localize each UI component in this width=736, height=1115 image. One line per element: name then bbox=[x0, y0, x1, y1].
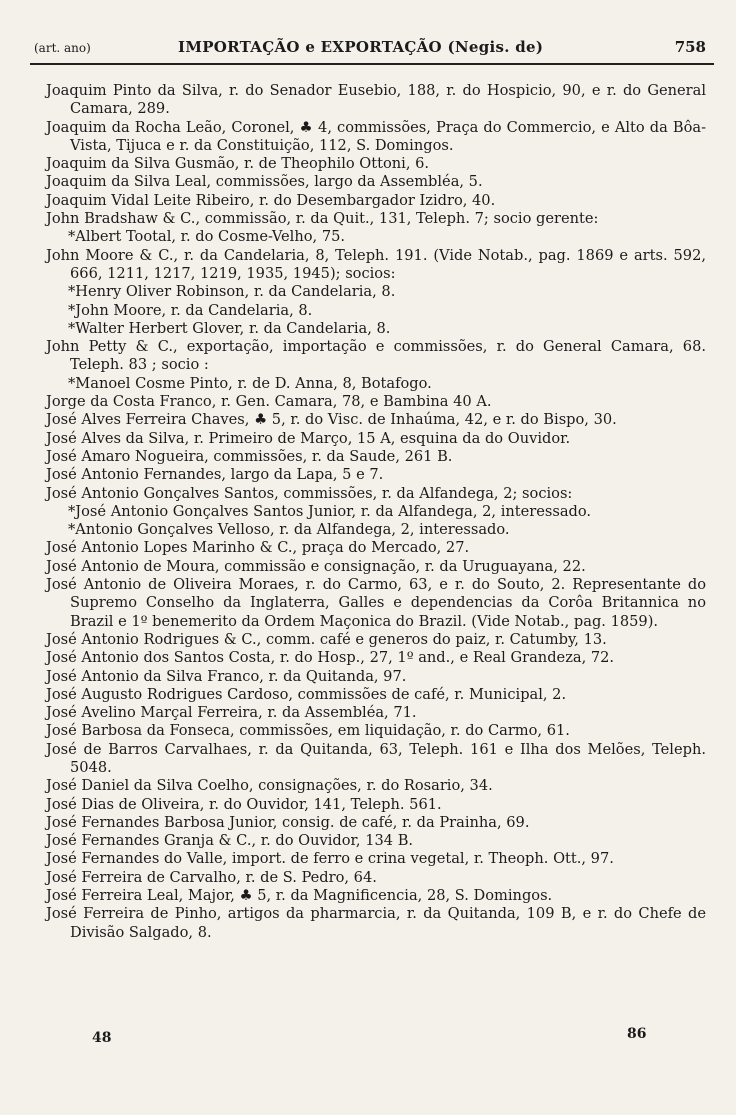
directory-entry: José Ferreira de Pinho, artigos da pharmarcia, r. da Quitanda, 109 B, e r. do Chefe de Divisão Salgado, 8. bbox=[46, 905, 706, 941]
partner-entry: *Henry Oliver Robinson, r. da Candelaria, 8. bbox=[68, 283, 396, 301]
directory-entry: José Dias de Oliveira, r. do Ouvidor, 141, Teleph. 561. bbox=[46, 795, 442, 813]
directory-entry: José Antonio dos Santos Costa, r. do Hosp., 27, 1º and., e Real Grandeza, 72. bbox=[46, 649, 615, 667]
directory-entry: Jorge da Costa Franco, r. Gen. Camara, 78, e Bambina 40 A. bbox=[46, 393, 492, 411]
directory-entry: José Barbosa da Fonseca, commissões, em liquidação, r. do Carmo, 61. bbox=[46, 722, 570, 740]
directory-entry: John Moore & C., r. da Candelaria, 8, Teleph. 191. (Vide Notab., pag. 1869 e arts. 592, 666, 1211, 1217, 1219, 1935, 1945); socios: bbox=[46, 246, 706, 282]
directory-entry: Joaquim da Rocha Leão, Coronel, ♣ 4, commissões, Praça do Commercio, e Alto da Bôa-Vista, Tijuca e r. da Constituição, 112, S. Domingos. bbox=[46, 118, 706, 154]
partner-entry: *Walter Herbert Glover, r. da Candelaria, 8. bbox=[68, 319, 391, 337]
directory-entry: José Alves Ferreira Chaves, ♣ 5, r. do Visc. de Inhaúma, 42, e r. do Bispo, 30. bbox=[46, 411, 617, 429]
directory-entries bbox=[46, 82, 706, 942]
partner-entry: *Manoel Cosme Pinto, r. de D. Anna, 8, Botafogo. bbox=[68, 374, 432, 392]
directory-entry: José Fernandes do Valle, import. de ferro e crina vegetal, r. Theoph. Ott., 97. bbox=[46, 850, 614, 868]
partner-entry: *Albert Tootal, r. do Cosme-Velho, 75. bbox=[68, 228, 346, 246]
directory-entry: Joaquim Pinto da Silva, r. do Senador Eusebio, 188, r. do Hospicio, 90, e r. do General Camara, 289. bbox=[46, 82, 706, 118]
directory-entry: José Amaro Nogueira, commissões, r. da Saude, 261 B. bbox=[46, 447, 453, 465]
directory-entry: Joaquim da Silva Gusmão, r. de Theophilo Ottoni, 6. bbox=[46, 155, 430, 173]
directory-entry: José Antonio da Silva Franco, r. da Quitanda, 97. bbox=[46, 667, 407, 685]
directory-entry: José Ferreira Leal, Major, ♣ 5, r. da Magnificencia, 28, S. Domingos. bbox=[46, 887, 553, 905]
directory-entry: José Antonio de Oliveira Moraes, r. do Carmo, 63, e r. do Souto, 2. Representante do Supremo Conselho da Inglaterra, Galles e dependencias da Corôa Britannica no Brazil e 1º benemerito da Ordem Maçonica do Brazil. (Vide Notab., pag. 1859). bbox=[46, 576, 706, 630]
directory-entry: José Fernandes Granja & C., r. do Ouvidor, 134 B. bbox=[46, 832, 414, 850]
partner-entry: *José Antonio Gonçalves Santos Junior, r. da Alfandega, 2, interessado. bbox=[68, 502, 592, 520]
directory-entry: José Alves da Silva, r. Primeiro de Março, 15 A, esquina da do Ouvidor. bbox=[46, 429, 571, 447]
directory-entry: José Antonio Rodrigues & C., comm. café e generos do paiz, r. Catumby, 13. bbox=[46, 630, 607, 648]
directory-entry: José Ferreira de Carvalho, r. de S. Pedro, 64. bbox=[46, 868, 377, 886]
directory-entry: Joaquim Vidal Leite Ribeiro, r. do Desembargador Izidro, 40. bbox=[46, 191, 496, 209]
directory-entry: John Petty & C., exportação, importação e commissões, r. do General Camara, 68. Teleph. 83 ; socio : bbox=[46, 338, 706, 374]
directory-entry: John Bradshaw & C., commissão, r. da Quit., 131, Teleph. 7; socio gerente: bbox=[46, 210, 599, 228]
header-section-label: (art. ano) bbox=[34, 41, 91, 55]
header-title: IMPORTAÇÃO e EXPORTAÇÃO (Negis. de) bbox=[178, 38, 544, 56]
directory-entry: José Fernandes Barbosa Junior, consig. de café, r. da Prainha, 69. bbox=[46, 813, 530, 831]
directory-entry: José Antonio Fernandes, largo da Lapa, 5 e 7. bbox=[46, 466, 384, 484]
directory-entry: José Augusto Rodrigues Cardoso, commissões de café, r. Municipal, 2. bbox=[46, 685, 567, 703]
footer-left-number: 48 bbox=[92, 1030, 112, 1046]
directory-entry: Joaquim da Silva Leal, commissões, largo da Assembléa, 5. bbox=[46, 173, 483, 191]
directory-entry: José de Barros Carvalhaes, r. da Quitanda, 63, Teleph. 161 e Ilha dos Melões, Teleph. 5048. bbox=[46, 740, 706, 776]
directory-entry: José Antonio Gonçalves Santos, commissões, r. da Alfandega, 2; socios: bbox=[46, 484, 573, 502]
directory-entry: José Avelino Marçal Ferreira, r. da Assembléa, 71. bbox=[46, 704, 417, 722]
partner-entry: *Antonio Gonçalves Velloso, r. da Alfandega, 2, interessado. bbox=[68, 521, 510, 539]
header-page-number: 758 bbox=[674, 38, 706, 56]
partner-entry: *John Moore, r. da Candelaria, 8. bbox=[68, 301, 313, 319]
directory-entry: José Antonio Lopes Marinho & C., praça do Mercado, 27. bbox=[46, 539, 470, 557]
footer-right-number: 86 bbox=[627, 1026, 647, 1042]
directory-entry: José Antonio de Moura, commissão e consignação, r. da Uruguayana, 22. bbox=[46, 557, 586, 575]
page-header bbox=[30, 35, 714, 65]
directory-entry: José Daniel da Silva Coelho, consignações, r. do Rosario, 34. bbox=[46, 777, 493, 795]
